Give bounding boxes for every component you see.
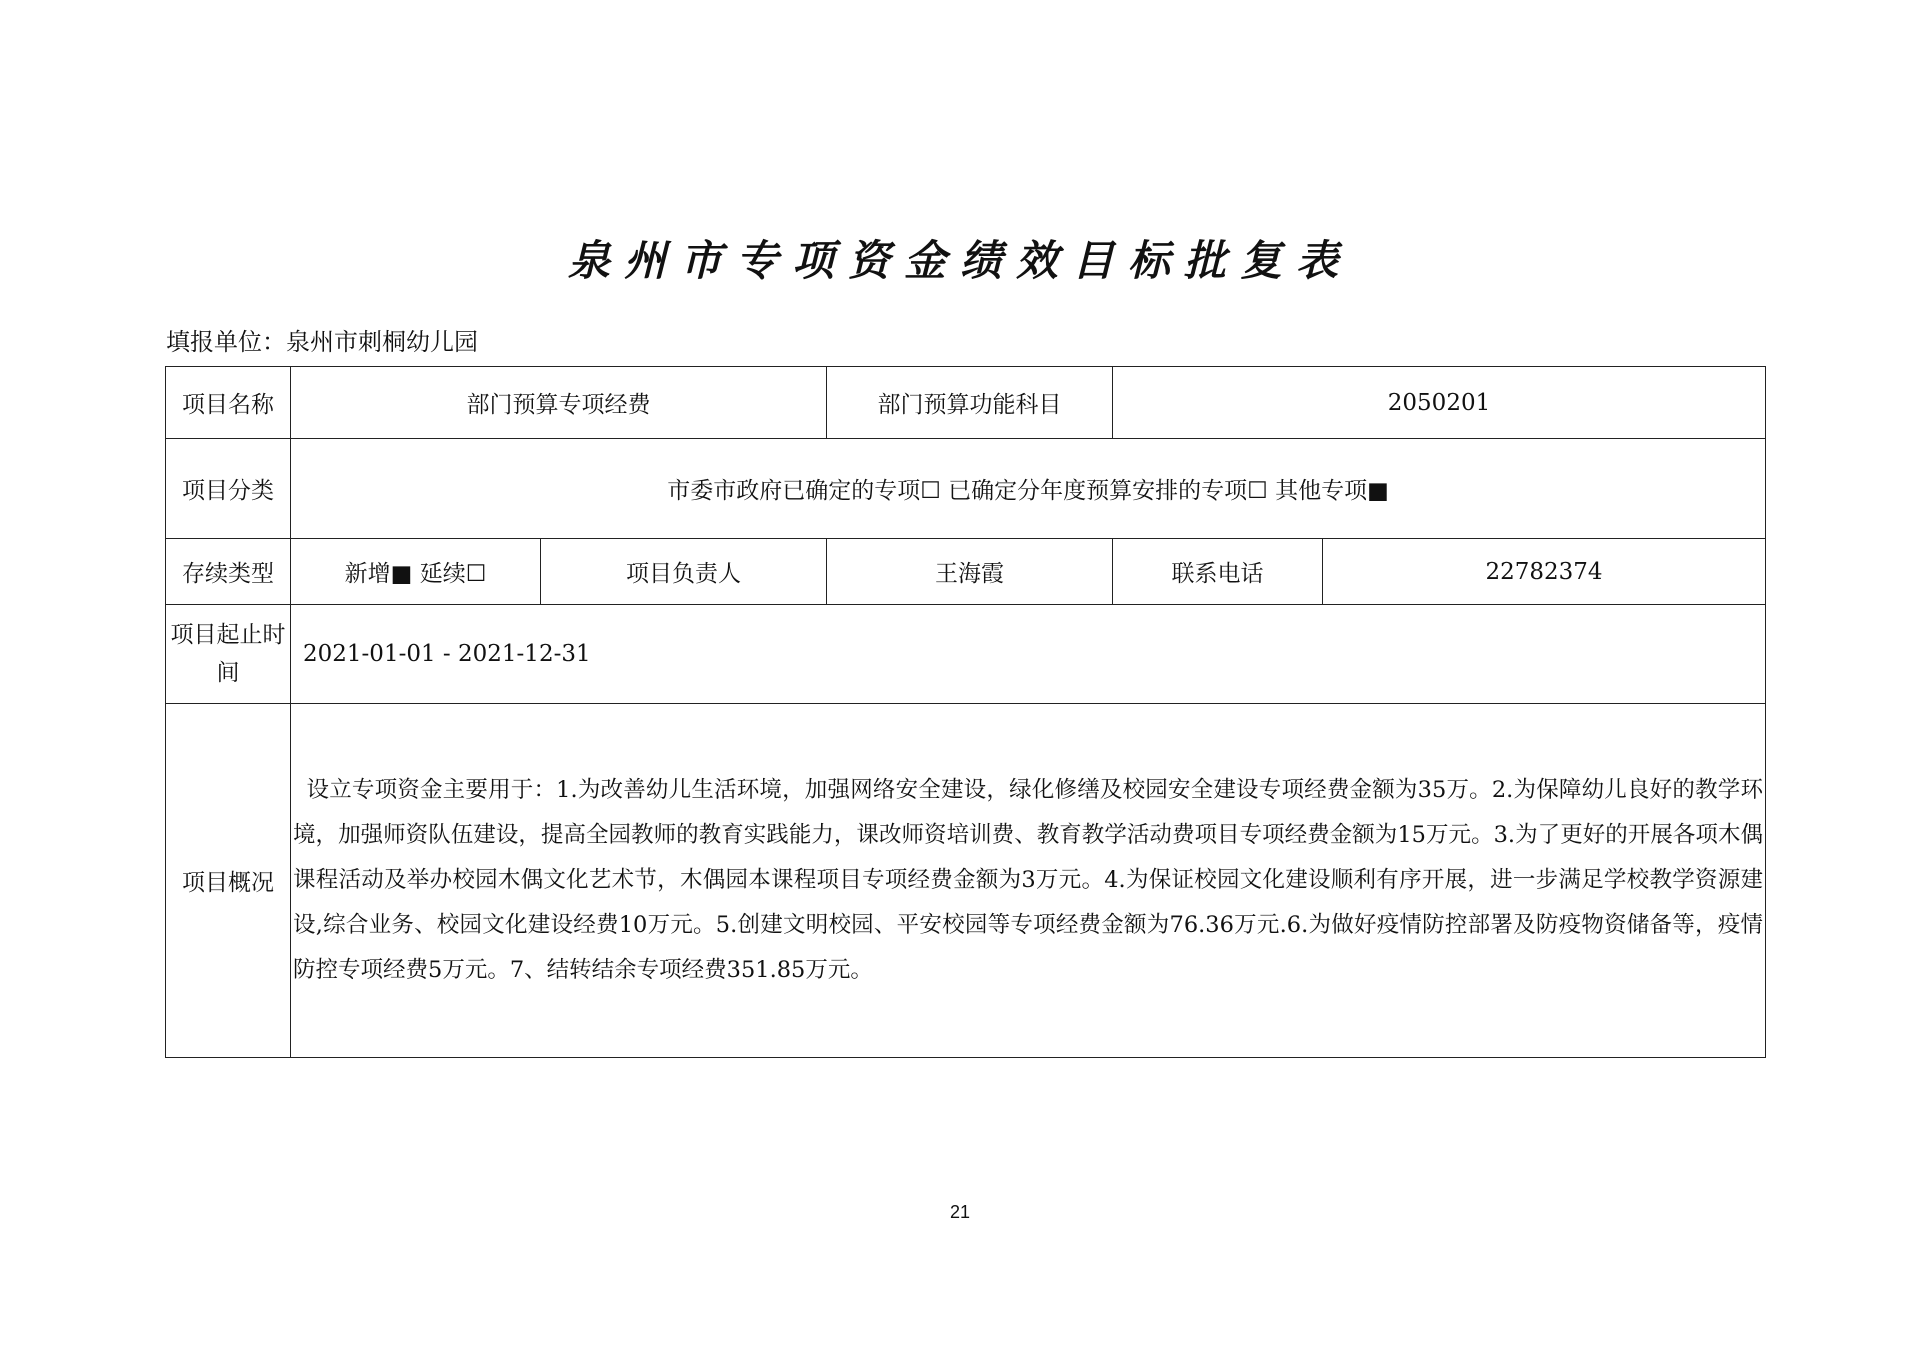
- table-row-category: [166, 439, 1766, 539]
- reporting-unit: 填报单位：泉州市刺桐幼儿园: [166, 328, 478, 356]
- category-value: 市委市政府已确定的专项☐ 已确定分年度预算安排的专项☐ 其他专项■: [291, 439, 1766, 539]
- approval-form-table: [165, 366, 1766, 1058]
- continuity-value: 新增■ 延续☐: [291, 539, 541, 605]
- project-name-label: 项目名称: [166, 367, 291, 439]
- budget-subject-value: 2050201: [1113, 367, 1766, 439]
- document-title: 泉州市专项资金绩效目标批复表: [567, 236, 1352, 285]
- table-row-period: [166, 605, 1766, 704]
- manager-value: 王海霞: [827, 539, 1113, 605]
- continuity-label: 存续类型: [166, 539, 291, 605]
- phone-value: 22782374: [1323, 539, 1766, 605]
- manager-label: 项目负责人: [541, 539, 827, 605]
- page-number: 21: [949, 1202, 971, 1222]
- budget-subject-label: 部门预算功能科目: [827, 367, 1113, 439]
- period-value: 2021-01-01 - 2021-12-31: [291, 605, 1766, 704]
- overview-cell: [291, 704, 1766, 1058]
- category-label: 项目分类: [166, 439, 291, 539]
- overview-text: 设立专项资金主要用于：1.为改善幼儿生活环境，加强网络安全建设，绿化修缮及校园安全建设专项经费金额为35万。2.为保障幼儿良好的教学环境，加强师资队伍建设，提高全园教师的教育实践能力，课改师资培训费、教育教学活动费项目专项经费金额为15万元。3.为了更好的开展各项木偶课程活动及举办校园木偶文化艺术节，木偶园本课程项目专项经费金额为3万元。4.为保证校园文化建设顺利有序开展，进一步满足学校教学资源建设,综合业务、校园文化建设经费10万元。5.创建文明校园、平安校园等专项经费金额为76.36万元.6.为做好疫情防控部署及防疫物资储备等，疫情防控专项经费5万元。7、结转结余专项经费351.85万元。: [293, 777, 1763, 983]
- overview-label: 项目概况: [166, 704, 291, 1058]
- table-row-continuity: [166, 539, 1766, 605]
- project-name-value: 部门预算专项经费: [291, 367, 827, 439]
- table-row-project-name: [166, 367, 1766, 439]
- table-row-overview: [166, 704, 1766, 1058]
- period-label: 项目起止时间: [166, 605, 291, 704]
- phone-label: 联系电话: [1113, 539, 1323, 605]
